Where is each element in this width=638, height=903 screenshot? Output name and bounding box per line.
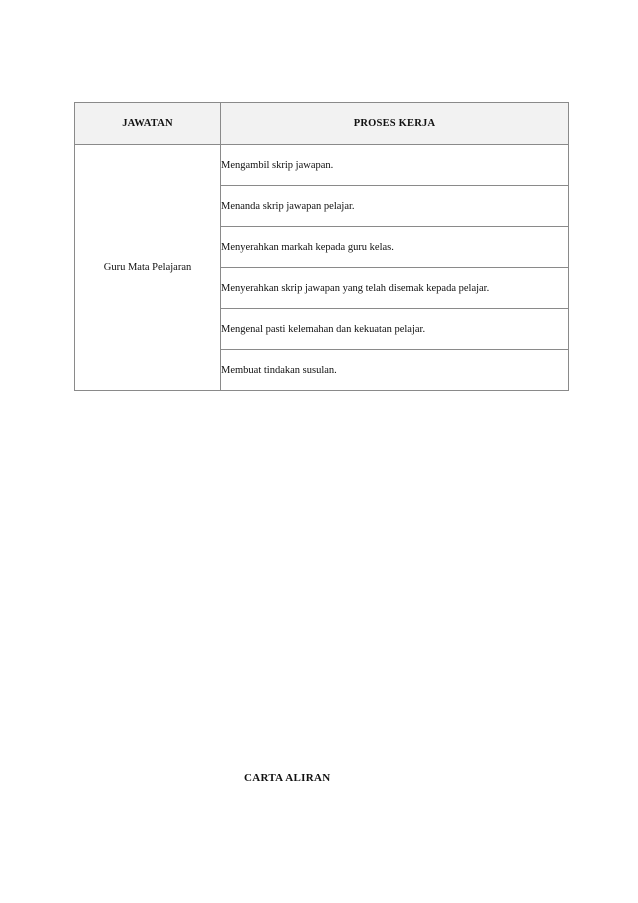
process-step-3: Menyerahkan markah kepada guru kelas. <box>221 227 569 268</box>
process-step-5: Mengenal pasti kelemahan dan kekuatan pelajar. <box>221 309 569 350</box>
process-step-6: Membuat tindakan susulan. <box>221 350 569 391</box>
role-cell: Guru Mata Pelajaran <box>75 145 221 391</box>
process-step-1: Mengambil skrip jawapan. <box>221 145 569 186</box>
process-step-4: Menyerahkan skrip jawapan yang telah disemak kepada pelajar. <box>221 268 569 309</box>
header-proses-kerja: PROSES KERJA <box>221 103 569 145</box>
section-title: CARTA ALIRAN <box>244 772 331 784</box>
process-step-2: Menanda skrip jawapan pelajar. <box>221 186 569 227</box>
table-row <box>75 145 569 186</box>
table-header-row <box>75 103 569 145</box>
work-process-table <box>74 102 569 391</box>
header-jawatan: JAWATAN <box>75 103 221 145</box>
